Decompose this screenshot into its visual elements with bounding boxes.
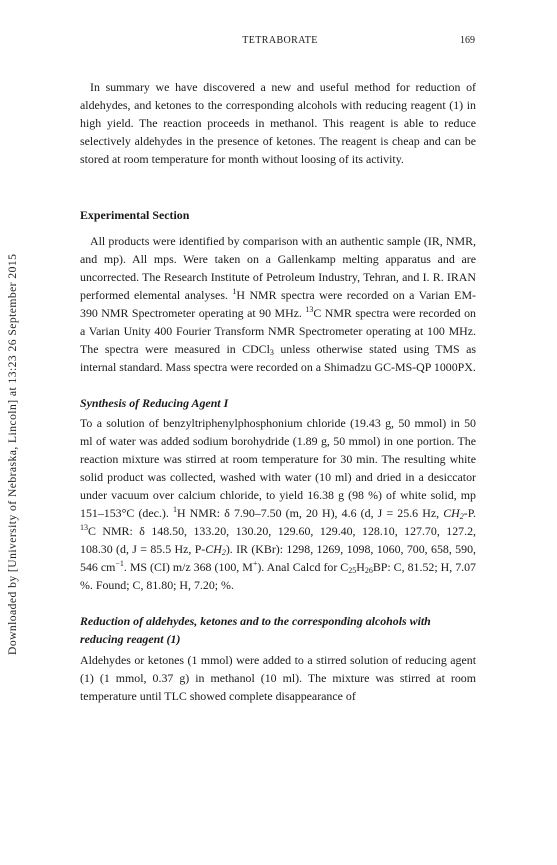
running-header — [0, 35, 557, 51]
ch2-italic-a — [443, 506, 464, 520]
synthesis-text-8: H — [356, 560, 365, 574]
synthesis-text-4: C NMR: δ 148.50, 133.20, 130.20, 129.60, 129.40, 128.10, 127.70, 127.2, 108.30 (d, J = 85.5 Hz, P- — [80, 524, 476, 556]
running-title: TETRABORATE — [242, 35, 318, 46]
synthesis-sup-13c: 13 — [80, 523, 88, 532]
subscript-c25: 25 — [348, 566, 357, 575]
ch2-b-subscript: 2 — [221, 548, 226, 557]
synthesis-text-3: -P. — [463, 506, 476, 520]
reduction-heading: Reduction of aldehydes, ketones and to the corresponding alcohols with reducing reagent (1) — [80, 614, 431, 646]
synthesis-text-5: ). IR (KBr): 1298, 1269, 1098, 1060, 700, 658, 590, 546 cm — [80, 542, 476, 574]
experimental-text-c: C NMR spectra were recorded on a Varian Unity 400 Fourier Transform NMR Spectrometer operating at 100 MHz. The spectra were measured in CDCl — [80, 306, 476, 356]
summary-paragraph: In summary we have discovered a new and useful method for reduction of aldehydes, and ketones to the corresponding alcohols with reducing reagent (1) in high yield. The reaction proceeds in methanol. This reagent is able to reduce selectively aldehydes in the presence of ketones. The reagent is cheap and can be stored at room temperature for month without loosing of its activity. — [80, 80, 476, 166]
page-number: 169 — [460, 35, 475, 46]
experimental-text-a: All products were identified by comparison with an authentic sample (IR, NMR, and mp). All mps. Were taken on a Gallenkamp melting apparatus and are uncorrected. The Research Institute of Petroleum Industry, Tehran, and I. R. IRAN performed elemental analyses. — [80, 234, 476, 302]
synthesis-paragraph — [80, 414, 476, 594]
experimental-text-d: unless otherwise stated using TMS as internal standard. Mass spectra were recorded on a Shimadzu GC-MS-QP 1000PX. — [80, 342, 476, 374]
superscript-plus: + — [252, 559, 258, 568]
ch2-b-text: CH — [205, 542, 222, 556]
subscript-3: 3 — [269, 348, 274, 357]
subscript-h26: 26 — [364, 566, 373, 575]
experimental-text-b: H NMR spectra were recorded on a Varian EM-390 NMR Spectrometer operating at 90 MHz. — [80, 288, 476, 320]
download-watermark: Downloaded by [University of Nebraska, Lincoln] at 13:23 26 September 2015 — [6, 253, 19, 655]
superscript-cm-1: −1 — [115, 559, 124, 568]
superscript-1h: 1 — [232, 287, 237, 296]
synthesis-text-2: H NMR: δ 7.90–7.50 (m, 20 H), 4.6 (d, J = 25.6 Hz, — [176, 506, 444, 520]
ch2-a-text: CH — [443, 506, 460, 520]
experimental-paragraph — [80, 232, 476, 376]
synthesis-text-1: To a solution of benzyltriphenylphosphonium chloride (19.43 g, 50 mmol) in 50 ml of water was added sodium borohydride (1.89 g, 50 mmol) in one portion. The reaction mixture was stirred at room temperature for 30 min. The resulting white solid product was collected, washed with water (10 ml) and dried in a desiccator under vacuum over calcium chloride, to yield 16.38 g (98 %) of white solid, mp 151–153°C (dec.). — [80, 416, 476, 520]
article-body — [80, 78, 476, 705]
superscript-13c: 13 — [305, 305, 314, 314]
synthesis-sup-1h: 1 — [172, 505, 177, 514]
ch2-a-subscript: 2 — [459, 512, 464, 521]
synthesis-text-6: . MS (CI) m/z 368 (100, M — [123, 560, 253, 574]
reduction-paragraph: Aldehydes or ketones (1 mmol) were added to a stirred solution of reducing agent (1) (1 mmol, 0.37 g) in methanol (10 ml). The mixture was stirred at room temperature until TLC showed complete disappearance of — [80, 653, 476, 703]
ch2-italic-b — [205, 542, 226, 556]
experimental-heading: Experimental Section — [80, 208, 190, 222]
synthesis-heading: Synthesis of Reducing Agent I — [80, 396, 229, 410]
synthesis-text-7: ). Anal Calcd for C — [257, 560, 349, 574]
synthesis-text-9: BP: C, 81.52; H, 7.07 %. Found; C, 81.80; H, 7.20; %. — [80, 560, 476, 592]
